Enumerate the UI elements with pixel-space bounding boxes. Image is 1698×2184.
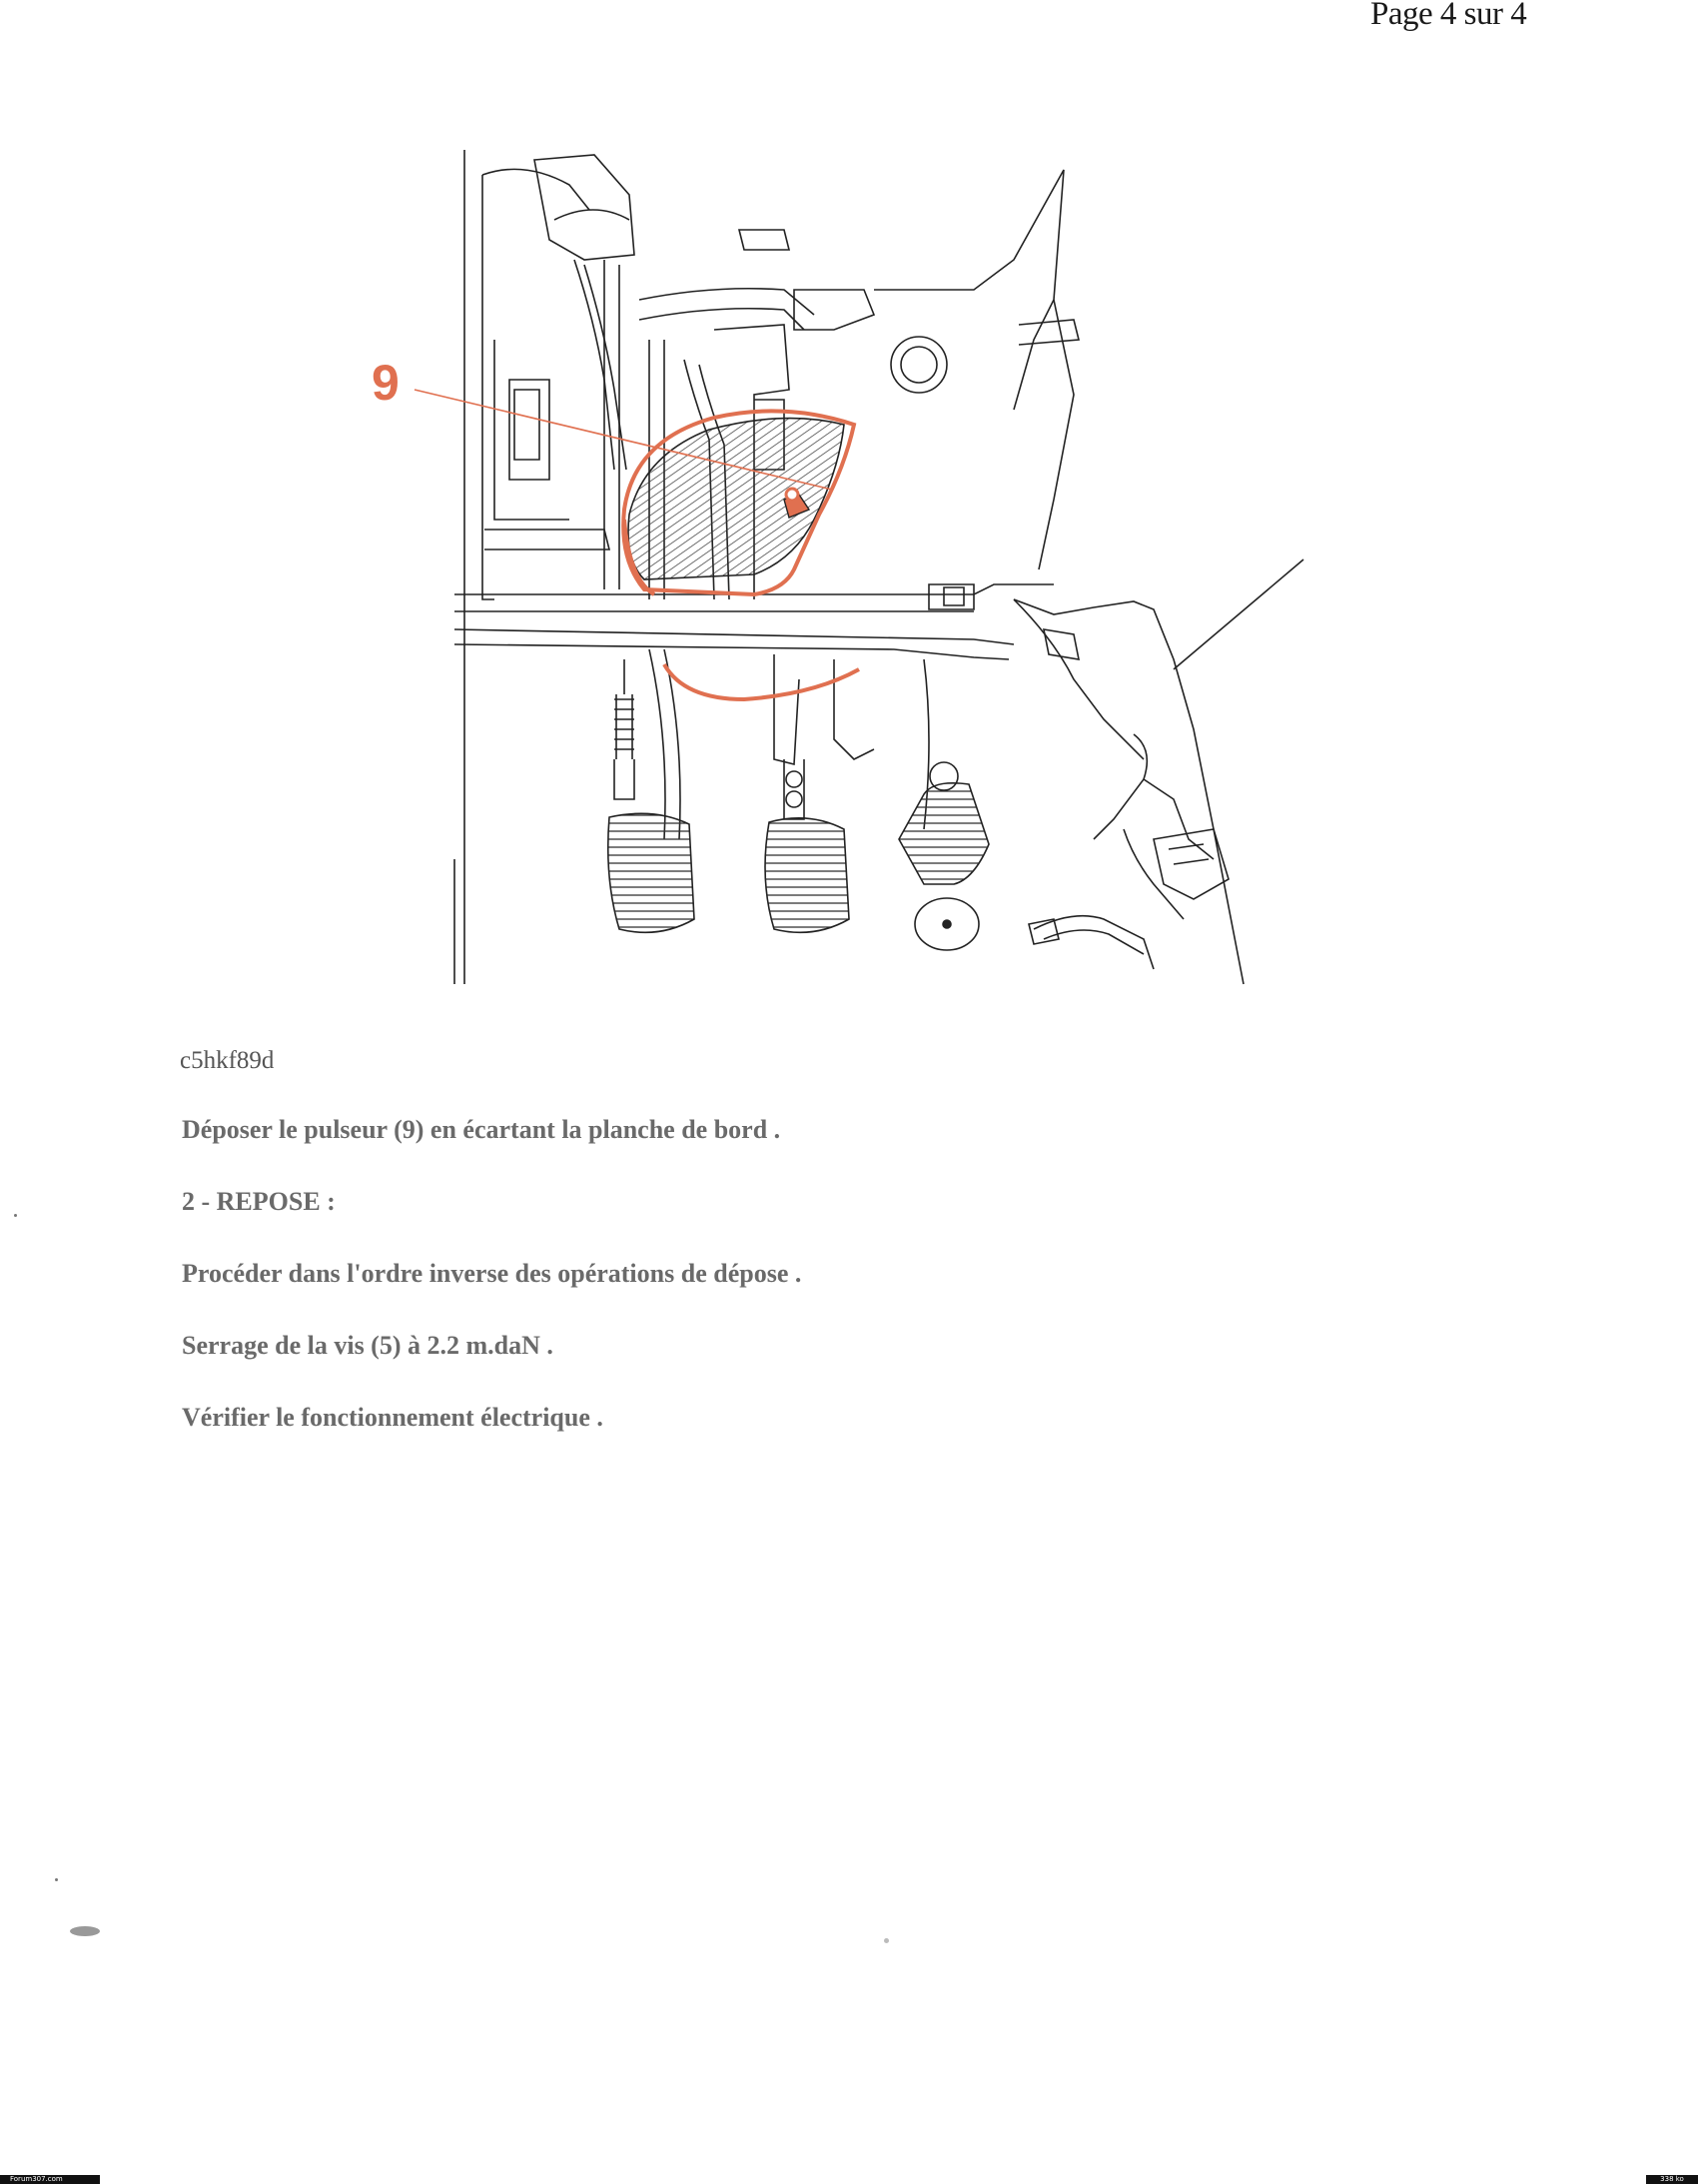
scan-smudge — [70, 1926, 100, 1936]
footer-site-label: Forum307.com — [0, 2175, 100, 2184]
instruction-step-3: Serrage de la vis (5) à 2.2 m.daN . — [182, 1331, 553, 1360]
instruction-step-4: Vérifier le fonctionnement électrique . — [182, 1403, 603, 1432]
section-title-repose: 2 - REPOSE : — [182, 1187, 336, 1216]
page-number: Page 4 sur 4 — [1370, 0, 1527, 32]
callout-label-9: 9 — [372, 355, 400, 411]
blower-highlight — [623, 411, 859, 699]
pedal-assembly-drawing — [372, 140, 1373, 999]
scan-speck — [14, 1214, 17, 1217]
figure-caption-code: c5hkf89d — [180, 1047, 275, 1074]
technical-illustration — [372, 140, 1373, 999]
instruction-step-1: Déposer le pulseur (9) en écartant la planche de bord . — [182, 1115, 781, 1144]
scan-speck — [884, 1938, 889, 1943]
footer-size-label: 338 ko — [1646, 2175, 1698, 2184]
instruction-step-2: Procéder dans l'ordre inverse des opérations de dépose . — [182, 1259, 802, 1288]
scan-speck — [55, 1878, 58, 1881]
